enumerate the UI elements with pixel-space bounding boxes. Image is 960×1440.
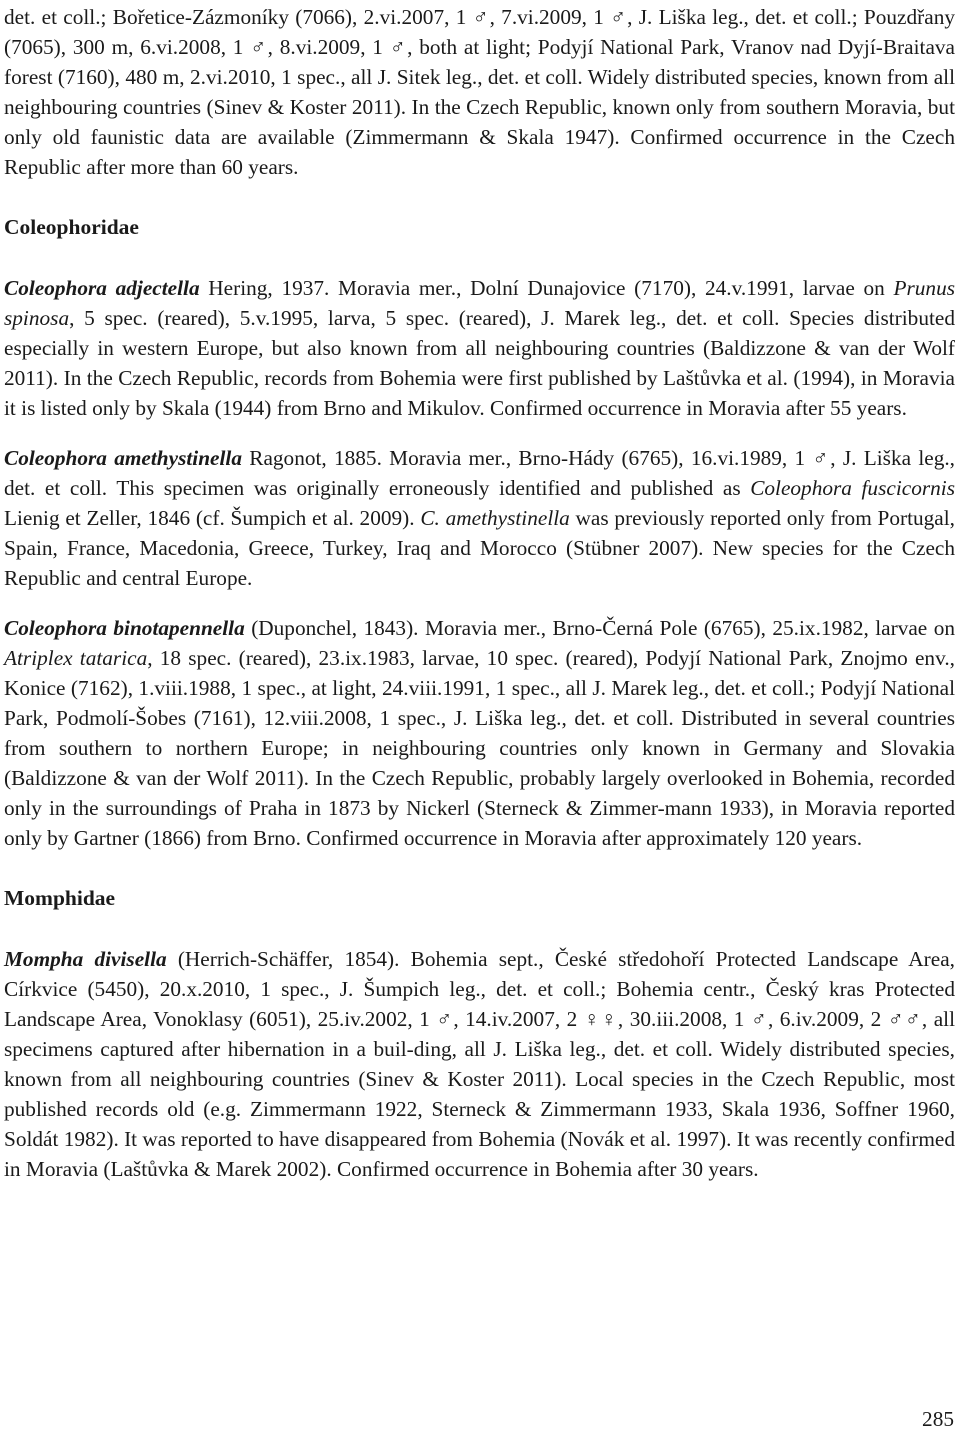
species-name: Coleophora binotapennella [4,616,245,640]
entry-text: Hering, 1937. Moravia mer., Dolní Dunajovice (7170), 24.v.1991, larvae on [199,276,894,300]
entry-text: Ragonot, 1885. Moravia mer., Brno-Hády (6765), 16.vi.1989, 1 ♂, J. Liška leg., det. et coll. This specimen was originally erroneously identified and published as [4,446,955,500]
species-entry-coleophora-binotapennella [4,613,955,853]
page-body [4,2,955,1184]
species-entry-coleophora-adjectella [4,273,955,423]
host-plant-name: Atriplex tatarica [4,646,148,670]
species-entry-mompha-divisella [4,944,955,1184]
entry-text: (Herrich-Schäffer, 1854). Bohemia sept., České středohoří Protected Landscape Area, Církvice (5450), 20.x.2010, 1 spec., J. Šumpich leg., det. et coll.; Bohemia centr., Český kras Protected Landscape Area, Vonoklasy (6051), 25.iv.2002, 1 ♂, 14.iv.2007, 2 ♀♀, 30.iii.2008, 1 ♂, 6.iv.2009, 2 ♂♂, all specimens captured after hibernation in a buil-ding, all J. Liška leg., det. et coll. Widely distributed species, known from all neighbouring countries (Sinev & Koster 2011). Local species in the Czech Republic, most published records old (e.g. Zimmermann 1922, Sterneck & Zimmermann 1933, Skala 1936, Soffner 1960, Soldát 1982). It was reported to have disappeared from Bohemia (Novák et al. 1997). It was recently confirmed in Moravia (Laštůvka & Marek 2002). Confirmed occurrence in Bohemia after 30 years. [4,947,955,1181]
page-number: 285 [922,1407,954,1431]
species-name: Mompha divisella [4,947,167,971]
species-name: Coleophora amethystinella [4,446,242,470]
entry-text: , 5 spec. (reared), 5.v.1995, larva, 5 spec. (reared), J. Marek leg., det. et coll. Species distributed especially in western Europe, but also known from all neighbouring countries (Baldizzone & van der Wolf 2011). In the Czech Republic, records from Bohemia were first published by Laštůvka et al. (1994), in Moravia it is listed only by Skala (1944) from Brno and Mikulov. Confirmed occurrence in Moravia after 55 years. [4,306,955,420]
synonym-name: Coleophora fuscicornis [750,476,955,500]
paragraph-continued-record: det. et coll.; Bořetice-Zázmoníky (7066), 2.vi.2007, 1 ♂, 7.vi.2009, 1 ♂, J. Liška leg., det. et coll.; Pouzdřany (7065), 300 m, 6.vi.2008, 1 ♂, 8.vi.2009, 1 ♂, both at light; Podyjí National Park, Vranov nad Dyjí-Braitava forest (7160), 480 m, 2.vi.2010, 1 spec., all J. Sitek leg., det. et coll. Widely distributed species, known from all neighbouring countries (Sinev & Koster 2011). In the Czech Republic, known only from southern Moravia, but only old faunistic data are available (Zimmermann & Skala 1947). Confirmed occurrence in the Czech Republic after more than 60 years. [4,5,955,179]
host-plant-name: Prunus spinosa [4,276,955,330]
entry-text: (Duponchel, 1843). Moravia mer., Brno-Černá Pole (6765), 25.ix.1982, larvae on [244,616,955,640]
entry-text: , 18 spec. (reared), 23.ix.1983, larvae, 10 spec. (reared), Podyjí National Park, Znojmo env., Konice (7162), 1.viii.1988, 1 spec., at light, 24.viii.1991, 1 spec., all J. Marek leg., det. et coll.; Podyjí National Park, Podmolí-Šobes (7161), 12.viii.2008, 1 spec., J. Liška leg., det. et coll. Distributed in several countries from southern to northern Europe; in neighbouring countries only known in Germany and Slovakia (Baldizzone & van der Wolf 2011). In the Czech Republic, probably largely overlooked in Bohemia, recorded only in the surroundings of Praha in 1873 by Nickerl (Sterneck & Zimmer-mann 1933), in Moravia reported only by Gartner (1866) from Brno. Confirmed occurrence in Moravia after approximately 120 years. [4,646,955,850]
entry-text: Lienig et Zeller, 1846 (cf. Šumpich et al. 2009). [4,506,421,530]
species-name: Coleophora adjectella [4,276,200,300]
family-heading-momphidae: Momphidae [4,886,116,910]
entry-text: was previously reported only from Portugal, Spain, France, Macedonia, Greece, Turkey, Iraq and Morocco (Stübner 2007). New species for the Czech Republic and central Europe. [4,506,956,590]
family-heading-coleophoridae: Coleophoridae [4,215,139,239]
abbreviated-species-name: C. amethystinella [420,506,570,530]
species-entry-coleophora-amethystinella [4,443,955,593]
